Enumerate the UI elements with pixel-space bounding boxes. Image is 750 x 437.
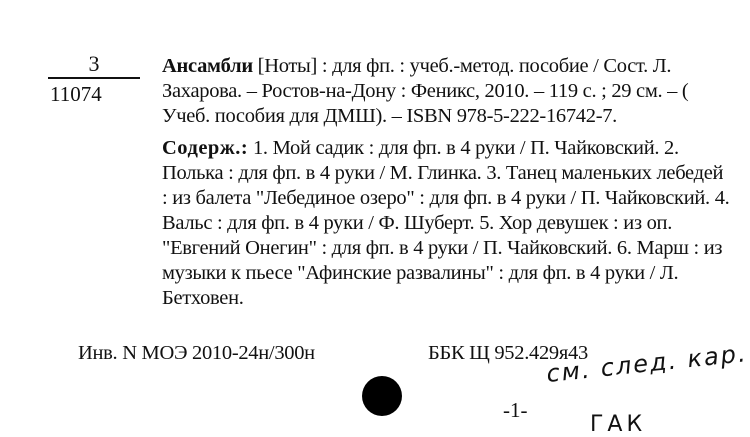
inventory-number: Инв. N МОЭ 2010-24н/300н <box>78 342 315 364</box>
shelfmark <box>48 52 140 109</box>
handwritten-initials: ГАК <box>590 412 647 437</box>
bbk-index: ББК Щ 952.429я43 <box>428 342 588 364</box>
main-description <box>162 54 732 129</box>
page-number: -1- <box>503 398 528 422</box>
entry-title: Ансамбли <box>162 55 253 77</box>
contents-note <box>162 136 732 311</box>
punch-hole <box>362 376 402 416</box>
shelfmark-top: 3 <box>48 52 140 79</box>
contents-label: Содерж.: <box>162 137 249 159</box>
handwritten-note: см. след. кар. <box>545 339 749 388</box>
contents-text: 1. Мой садик : для фп. в 4 руки / П. Чайковский. 2. Полька : для фп. в 4 руки / М. Глинка. 3. Танец маленьких лебедей : из балета "Лебединое озеро" : для фп. в 4 руки / П. Чайковский. 4. Вальс : для фп. в 4 руки / Ф. Шуберт. 5. Хор девушек : из оп. "Евгений Онегин" : для фп. в 4 руки / П. Чайковский. 6. Марш : из музыки к пьесе "Афинские развалины" : для фп. в 4 руки / Л. Бетховен. <box>162 137 730 309</box>
bibliographic-entry <box>162 54 732 311</box>
shelfmark-bottom: 11074 <box>50 82 102 106</box>
entry-description: [Ноты] : для фп. : учеб.-метод. пособие / Сост. Л. Захарова. – Ростов-на-Дону : Феникс, 2010. – 119 с. ; 29 см. – ( Учеб. пособия для ДМШ). – ISBN 978-5-222-16742-7. <box>162 55 689 127</box>
